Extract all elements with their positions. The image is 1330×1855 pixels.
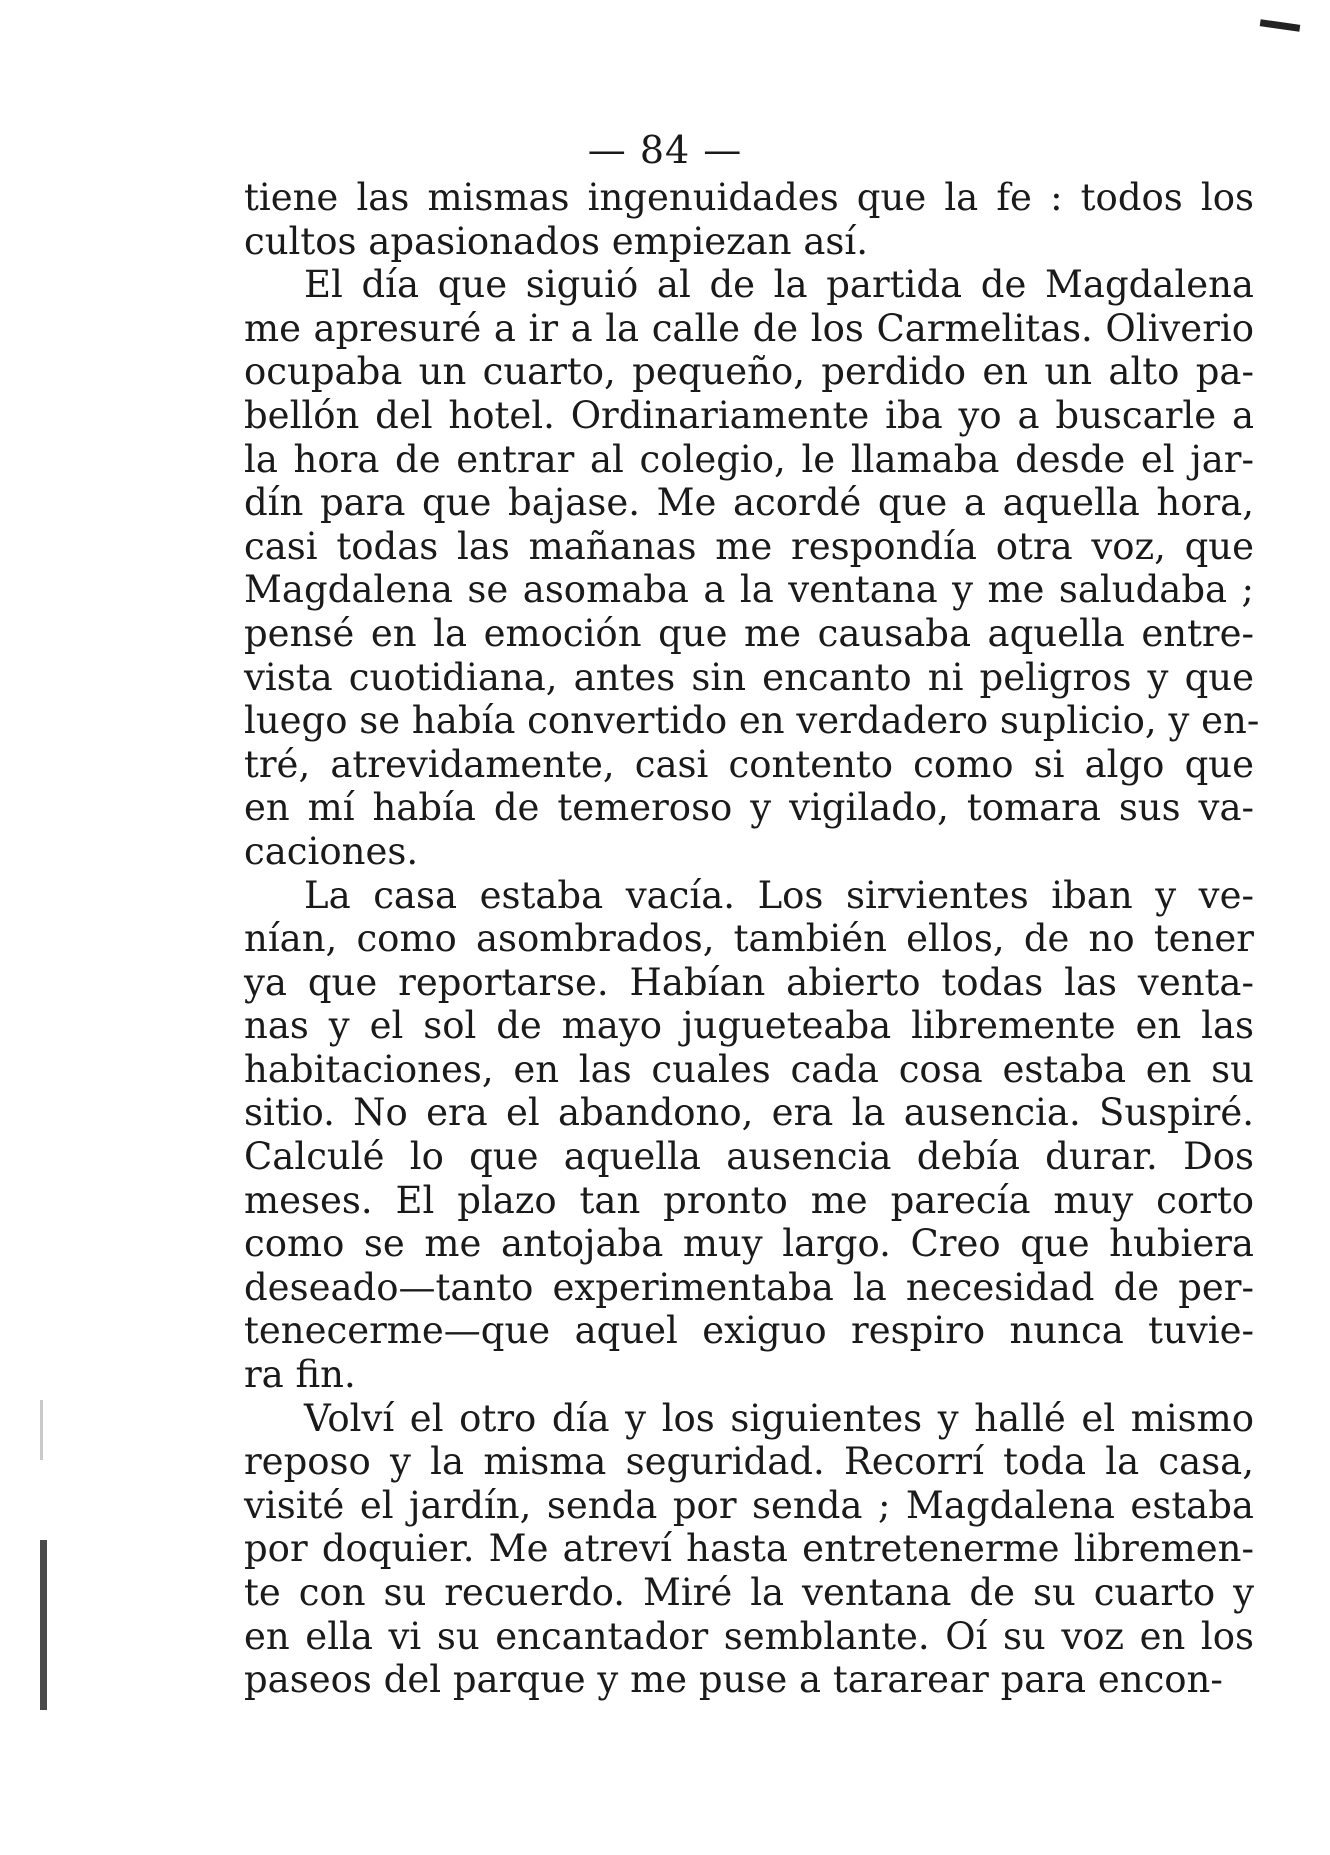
text-line: La casa estaba vacía. Los sirvientes iban y ve- (304, 873, 1254, 917)
text-line: casi todas las mañanas me respondía otra voz, que (244, 524, 1254, 568)
text-line: tiene las mismas ingenuidades que la fe : todos los (244, 176, 1254, 219)
text-line: caciones. (244, 829, 419, 873)
text-line: pensé en la emoción que me causaba aquella entre- (244, 611, 1254, 655)
text-line: meses. El plazo tan pronto me parecía muy corto (244, 1178, 1254, 1222)
text-line: vista cuotidiana, antes sin encanto ni peligros y que (244, 655, 1254, 699)
text-line: ra fin. (244, 1353, 356, 1397)
text-line: reposo y la misma seguridad. Recorrí toda la casa, (244, 1440, 1254, 1484)
text-line: visité el jardín, senda por senda ; Magdalena estaba (244, 1483, 1254, 1527)
text-line: deseado—tanto experimentaba la necesidad de per- (244, 1265, 1254, 1309)
text-line: tré, atrevidamente, casi contento como si algo que (244, 742, 1254, 786)
text-line: Volví el otro día y los siguientes y hallé el mismo (304, 1396, 1254, 1440)
text-line: la hora de entrar al colegio, le llamaba desde el jar- (244, 437, 1254, 481)
binding-edge-mark (40, 1540, 47, 1710)
text-line: como se me antojaba muy largo. Creo que hubiera (244, 1222, 1254, 1266)
text-line: paseos del parque y me puse a tararear para encon- (244, 1658, 1223, 1702)
text-line: ya que reportarse. Habían abierto todas las venta- (244, 960, 1254, 1004)
text-line: Calculé lo que aquella ausencia debía durar. Dos (244, 1135, 1254, 1179)
text-line: Magdalena se asomaba a la ventana y me saludaba ; (244, 568, 1254, 612)
text-line: bellón del hotel. Ordinariamente iba yo a buscarle a (244, 393, 1254, 437)
text-line: cultos apasionados empiezan así. (244, 219, 868, 263)
corner-scan-mark (1260, 19, 1301, 31)
text-line: nas y el sol de mayo jugueteaba libremente en las (244, 1004, 1254, 1048)
text-line: en mí había de temeroso y vigilado, tomara sus va- (244, 786, 1254, 830)
text-line: dín para que bajase. Me acordé que a aquella hora, (244, 481, 1254, 525)
text-line: habitaciones, en las cuales cada cosa estaba en su (244, 1047, 1254, 1091)
text-line: me apresuré a ir a la calle de los Carmelitas. Oliverio (244, 306, 1254, 350)
text-line: nían, como asombrados, también ellos, de no tener (244, 917, 1254, 961)
text-line: El día que siguió al de la partida de Magdalena (304, 263, 1254, 307)
binding-edge-mark (40, 1400, 43, 1460)
text-line: luego se había convertido en verdadero suplicio, y en- (244, 699, 1260, 743)
text-line: sitio. No era el abandono, era la ausencia. Suspiré. (244, 1091, 1254, 1135)
text-line: ocupaba un cuarto, pequeño, perdido en un alto pa- (244, 350, 1254, 394)
text-line: te con su recuerdo. Miré la ventana de su cuarto y (244, 1571, 1254, 1614)
text-line: en ella vi su encantador semblante. Oí su voz en los (244, 1614, 1254, 1658)
page-number: — 84 — (587, 128, 743, 172)
text-line: por doquier. Me atreví hasta entretenerme libremen- (244, 1527, 1254, 1571)
body-text (244, 176, 1260, 1702)
text-line: tenecerme—que aquel exiguo respiro nunca tuvie- (244, 1309, 1254, 1353)
